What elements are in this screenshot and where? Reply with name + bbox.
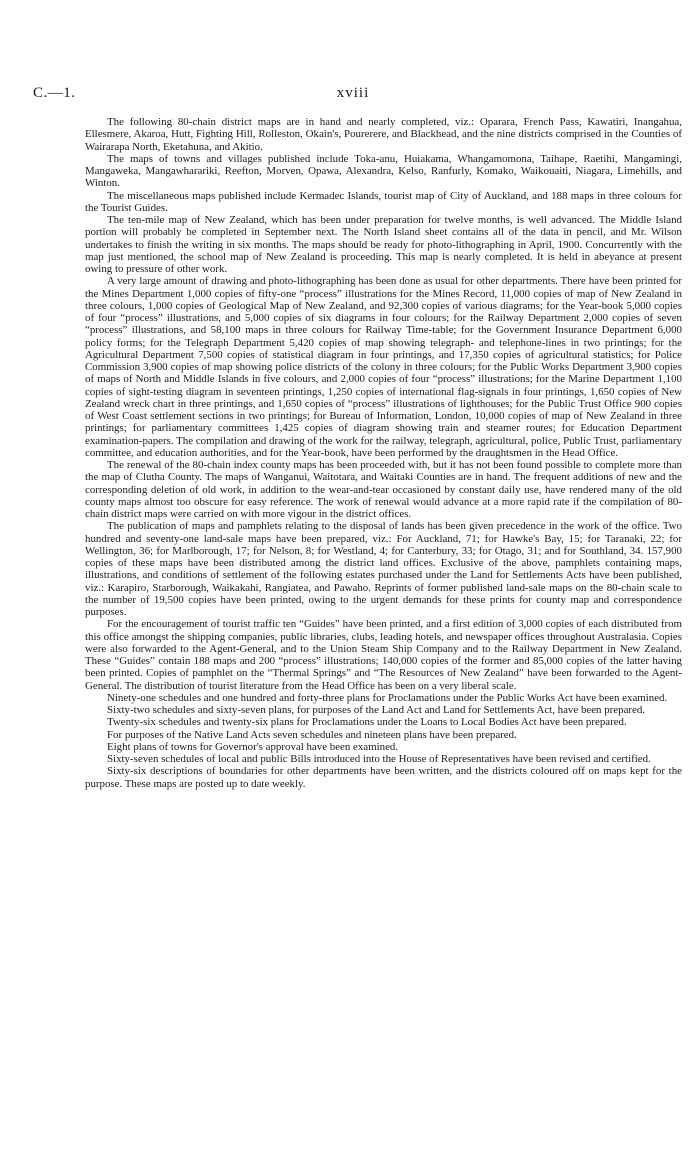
paragraph-land-sale-maps: The publication of maps and pamphlets relating to the disposal of lands has been given precedence in the work of the office. Two hundred and seventy-one land-sale maps have been prepared, viz.: For Auckland, 71; for Hawke's Bay, 15; for Taranaki, 22; for Wellington, 36; for Marlborough, 17; for Nelson, 8; for Westland, 4; for Canterbury, 33; for Otago, 31; and for Southland, 34. 157,900 copies of these maps have been distributed among the district land offices. Exclusive of the above, pamphlets containing maps, illustrations, and conditions of settlement of the following estates purchased under the Land for Settlements Acts have been published, viz.: Karapiro, Starborough, Waikakahi, Rangiatea, and Pawaho. Reprints of former published land-sale maps on the 80-chain scale to the number of 19,500 copies have been printed, owing to the urgent demands for these prints for county map and correspondence purposes.	[85, 520, 682, 618]
paragraph-other-departments: A very large amount of drawing and photo-lithographing has been done as usual for other departments. There have been printed for the Mines Department 1,000 copies of fifty-one “process” illustrations for the Mines Record, 11,000 copies of map of New Zealand in three colours, 1,000 copies of Geological Map of New Zealand, and 92,300 copies of various diagrams; for the Year-book 5,000 copies of four “process” illustrations, and 5,000 copies of six diagrams in four colours; for the Railway Department 2,000 copies of seven “process” illustrations, and 58,100 maps in three colours for Railway Time-table; for the Government Insurance Department 6,000 policy forms; for the Telegraph Department 5,420 copies of map showing telegraph- and telephone-lines in two printings; for the Agricultural Department 7,500 copies of statistical diagram in four printings, and 17,350 copies of agricultural statistics; for Police Commission 3,900 copies of map showing police districts of the colony in three colours; for the Public Works Department 3,900 copies of maps of North and Middle Islands in five colours, and 2,000 copies of four “process” illustrations; for the Marine Department 1,100 copies of sight-testing diagram in seventeen printings, 1,250 copies of international flag-signals in four printings, 1,650 copies of New Zealand wreck chart in three printings, and 1,650 copies of “process” illustrations of lighthouses; for the Public Trust Office 900 copies of West Coast settlement sections in two printings; for Bureau of Information, London, 10,000 copies of map of New Zealand in three printings; for parliamentary committees 1,425 copies of diagram showing train and steamer routes; for Education Department examination-papers. The compilation and drawing of the work for the railway, telegraph, agricultural, police, Public Trust, parliamentary committee, and education authorities, and for the Year-book, have been performed by the draughtsmen in the Head Office.	[85, 275, 682, 459]
page-header	[33, 85, 673, 109]
paragraph-tourist-guides: For the encouragement of tourist traffic ten “Guides” have been printed, and a first edition of 3,000 copies of each distributed from this office amongst the shipping companies, public libraries, clubs, leading hotels, and newspaper offices throughout Australasia. Copies were also forwarded to the Agent-General, and to the Union Steam Ship Company and to the Railway Department in New Zealand. These “Guides” contain 188 maps and 200 “process” illustrations; 140,000 copies of the former and 85,000 copies of the latter having been printed. Copies of pamphlet on the “Thermal Springs” and “The Resources of New Zealand” have been forwarded to the Agent-General. The distribution of tourist literature from the Head Office has been on a very liberal scale.	[85, 618, 682, 692]
paragraph-boundary-descriptions: Sixty-six descriptions of boundaries for other departments have been written, and the districts coloured off on maps kept for the purpose. These maps are posted up to date weekly.	[85, 765, 682, 790]
paragraph-county-maps-renewal: The renewal of the 80-chain index county maps has been proceeded with, but it has not been found possible to complete more than the map of Clutha County. The maps of Wanganui, Waitotara, and Waitaki Counties are in hand. The frequent additions of new and the corresponding deletion of old work, in addition to the wear-and-tear occasioned by constant daily use, have rendered many of the old county maps almost too obscure for easy reference. The work of renewal would advance at a more rapid rate if the compilation of 80-chain district maps were carried on with more vigour in the district offices.	[85, 459, 682, 520]
paragraph-bills-schedules: Sixty-seven schedules of local and public Bills introduced into the House of Representatives have been revised and certified.	[107, 753, 651, 765]
paragraph-ten-mile-map: The ten-mile map of New Zealand, which has been under preparation for twelve months, is well advanced. The Middle Island portion will probably be completed in September next. The North Island sheet contains all of the data in pencil, and Mr. Wilson undertakes to finish the writing in six months. The maps should be ready for photo-lithographing in April, 1900. Concurrently with the map just mentioned, the school map of New Zealand is proceeding. This map is nearly completed. It is held in abeyance at present owing to pressure of other work.	[85, 214, 682, 275]
paragraph-loans-schedules: Twenty-six schedules and twenty-six plans for Proclamations under the Loans to Local Bodies Act have been prepared.	[107, 716, 627, 729]
page-number: xviii	[336, 85, 370, 101]
paragraph-town-plans: Eight plans of towns for Governor's approval have been examined.	[107, 740, 399, 753]
paragraph-native-land-schedules: For purposes of the Native Land Acts seven schedules and nineteen plans have been prepared.	[107, 728, 517, 741]
report-body	[85, 116, 682, 790]
paragraph-miscellaneous-maps: The miscellaneous maps published include Kermadec Islands, tourist map of City of Auckland, and 188 maps in three colours for the Tourist Guides.	[85, 189, 682, 214]
paragraph-public-works-schedules: Ninety-one schedules and one hundred and forty-three plans for Proclamations under the Public Works Act have been examined.	[107, 691, 668, 704]
paragraph-district-maps: The following 80-chain district maps are in hand and nearly completed, viz.: Oparara, French Pass, Kawatiri, Inangahua, Ellesmere, Akaroa, Hutt, Fighting Hill, Rolleston, Okain's, Pourerere, and Blackhead, and the nine districts comprised in the Counties of Wairarapa North, Eketahuna, and Akitio.	[85, 116, 682, 153]
paragraph-land-act-schedules: Sixty-two schedules and sixty-seven plans, for purposes of the Land Act and Land for Settlements Act, have been prepared.	[107, 704, 646, 716]
document-reference: C.—1.	[33, 85, 76, 101]
paragraph-town-maps: The maps of towns and villages published include Toka-anu, Huiakama, Whangamomona, Taihape, Raetihi, Mangamingi, Mangaweka, Mangawhararikі, Reefton, Morven, Opawa, Alexandra, Kelso, Ranfurly, Komako, Waikouaiti, Niagara, Limehills, and Winton.	[85, 152, 682, 190]
